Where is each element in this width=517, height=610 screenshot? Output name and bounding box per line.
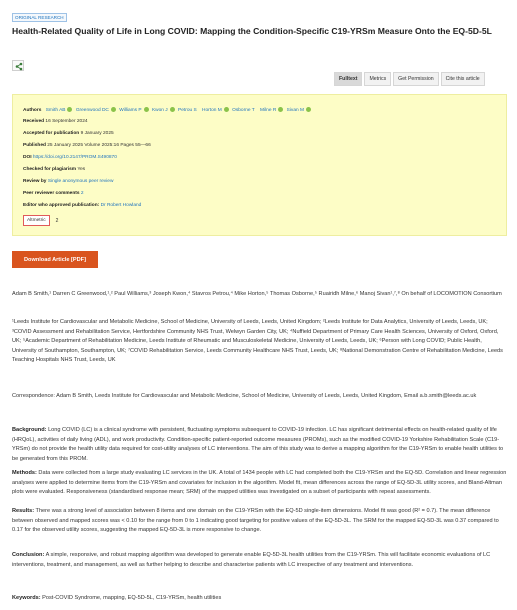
author-link[interactable]: Kwon J: [151, 107, 168, 113]
author-link[interactable]: Milne R: [260, 107, 277, 113]
published-label: Published: [23, 143, 46, 148]
tab-cite-article[interactable]: Cite this article: [441, 72, 485, 86]
author-link[interactable]: Greenwood DC: [75, 107, 109, 113]
author-link[interactable]: Horton M: [202, 107, 222, 113]
article-tabs: [334, 72, 485, 86]
keywords-label: Keywords:: [12, 595, 41, 601]
author-profile-icon[interactable]: [144, 107, 149, 112]
review-link[interactable]: Single anonymous peer review: [47, 179, 114, 184]
keywords: [12, 594, 507, 604]
doi-row: [23, 155, 117, 160]
tab-get-permission[interactable]: Get Permission: [393, 72, 438, 86]
accepted-date: 9 January 2025: [80, 131, 114, 136]
results-text: There was a strong level of association between 8 items and one domain on the C19-YRSm with the EQ-5D single-item dimensions. Model fit was good (R² = 0.7). The mean difference between observed and mapped scores was < 0.10 for the range from 0 to 1 indicating good targeting for positive values of the EQ-5D-3L. The SRM for the mapped EQ-5D-3L was 0.37 compared to 0.17 for the observed utility scores, suggesting the mapped EQ-5D-3L is more responsive to change.: [12, 508, 499, 533]
methods-label: Methods:: [12, 470, 37, 476]
background-text: Long COVID (LC) is a clinical syndrome with persistent, fluctuating symptoms subsequent to COVID-19 infection. LC has significant detrimental effects on health-related quality of life (HRQoL), activities of daily living (ADL), and work productivity. Condition-specific patient-reported outcome measures (PROMs), such as the modified COVID-19 Yorkshire Rehabilitation Scale (C19-YRSm) do not provide the health utility data required for cost-utility analyses of LC interventions. The aim of this study was to derive a mapping algorithm for the C19-YRSm to enable health utilities to be generated from this PROM.: [12, 427, 504, 462]
author-link[interactable]: Williams P: [119, 107, 142, 113]
author-profile-icon[interactable]: [111, 107, 116, 112]
comments-label: Peer reviewer comments: [23, 191, 80, 196]
share-icon: [13, 61, 25, 72]
abstract-conclusion: [12, 551, 507, 570]
authors-row: [23, 107, 313, 113]
received-row: [23, 119, 88, 124]
author-link[interactable]: Smith AB: [45, 107, 66, 113]
received-label: Received: [23, 119, 45, 124]
authors-label: Authors: [23, 107, 42, 113]
conclusion-text: A simple, responsive, and robust mapping algorithm was developed to generate enable EQ-5D-3L health utilities from the C19-YRSm. This will facilitate economic evaluations of LC interventions, treatment, and management, as well as further helping to describe and characterise patients with LC irrespective of any treatment and interventions.: [12, 552, 491, 568]
tab-metrics[interactable]: Metrics: [364, 72, 391, 86]
author-list: Adam B Smith,¹ Darren C Greenwood,¹,² Paul Williams,³ Joseph Kwon,⁴ Stavros Petrou,⁴ Mike Horton,⁵ Thomas Osborne,⁵ Ruairidh Milne,⁶ Manoj Sivan¹,⁷,⁸ On behalf of LOCOMOTION Consortium: [12, 291, 502, 297]
correspondence: Correspondence: Adam B Smith, Leeds Institute for Cardiovascular and Metabolic Medicine, School of Medicine, University of Leeds, Leeds, United Kingdom, Email a.b.smith@leeds.ac.uk: [12, 393, 477, 399]
review-row: [23, 179, 113, 184]
abstract-results: [12, 507, 507, 536]
author-link[interactable]: Osborne T: [232, 107, 255, 113]
accepted-label: Accepted for publication: [23, 131, 80, 136]
doi-link[interactable]: https://doi.org/10.2147/PROM.S490870: [32, 155, 117, 160]
comments-link[interactable]: 2: [80, 191, 84, 196]
background-label: Background:: [12, 427, 47, 433]
altmetric-score: 2: [55, 217, 59, 224]
article-title: Health-Related Quality of Life in Long COVID: Mapping the Condition-Specific C19-YRSm Measure Onto the EQ-5D-5L: [12, 26, 492, 36]
author-profile-icon[interactable]: [306, 107, 311, 112]
published-row: [23, 143, 151, 148]
share-button[interactable]: [12, 60, 24, 71]
altmetric-badge[interactable]: Altmetric: [23, 215, 50, 226]
published-info: 25 January 2025 Volume 2025:16 Pages 55—66: [47, 143, 151, 148]
comments-row: [23, 191, 84, 196]
editor-row: [23, 203, 141, 208]
author-link[interactable]: Petrou S: [178, 107, 197, 113]
author-link[interactable]: Sivan M: [286, 107, 304, 113]
editor-label: Editor who approved publication:: [23, 203, 100, 208]
article-info-box: [12, 94, 507, 236]
author-profile-icon[interactable]: [170, 107, 175, 112]
abstract-methods: [12, 469, 507, 498]
accepted-row: [23, 131, 114, 136]
conclusion-label: Conclusion:: [12, 552, 45, 558]
download-pdf-button[interactable]: Download Article [PDF]: [12, 251, 98, 268]
author-profile-icon[interactable]: [224, 107, 229, 112]
plagiarism-value: Yes: [77, 167, 86, 172]
received-date: 16 September 2024: [45, 119, 88, 124]
abstract-background: [12, 426, 507, 464]
tab-fulltext[interactable]: Fulltext: [334, 72, 362, 86]
plagiarism-row: [23, 167, 85, 172]
plagiarism-label: Checked for plagiarism: [23, 167, 77, 172]
keywords-text: Post-COVID Syndrome, mapping, EQ-5D-5L, C19-YRSm, health utilities: [42, 595, 222, 601]
author-profile-icon[interactable]: [278, 107, 283, 112]
article-type-badge: ORIGINAL RESEARCH: [12, 13, 67, 22]
doi-label: DOI: [23, 155, 32, 160]
author-profile-icon[interactable]: [67, 107, 72, 112]
review-label: Review by: [23, 179, 47, 184]
methods-text: Data were collected from a large study evaluating LC services in the UK. A total of 1434 people with LC had completed both the C19-YRSm and the EQ-5D. Correlation and linear regression analyses were applied to determine items from the C19-YRSm and covariates for inclusion in the algorithm. Model fit, mean differences across the range of EQ-5D-3L utility scores, and Bland-Altman plots were evaluated. Responsiveness (standardised response mean; SRM) of the mapped utilities was investigated on a subset of participants with repeat assessments.: [12, 470, 507, 495]
editor-link[interactable]: Dr Robert Howland: [100, 203, 142, 208]
results-label: Results:: [12, 508, 35, 514]
affiliations: ¹Leeds Institute for Cardiovascular and Metabolic Medicine, School of Medicine, University of Leeds, Leeds, United Kingdom; ²Leeds Institute for Data Analytics, University of Leeds, Leeds, UK; ³COVID Assessment and Rehabilitation Service, Hertfordshire Community NHS Trust, Welwyn Garden City, UK; ⁴Nuffield Department of Primary Care Health Sciences, University of Oxford, Oxford, UK; ⁵Academic Department of Rehabilitation Medicine, Leeds Institute of Rheumatic and Musculoskeletal Medicine, University of Leeds, Leeds, UK; ⁶Person with Long COVID; Public Health, University of Southampton, Southampton, UK; ⁷COVID Rehabilitation Service, Leeds Community Healthcare NHS Trust, Leeds, UK; ⁸National Demonstration Centre of Rehabilitation Medicine, Leeds Teaching Hospitals NHS Trust, Leeds, UK: [12, 319, 503, 363]
altmetric-widget[interactable]: [23, 215, 58, 226]
